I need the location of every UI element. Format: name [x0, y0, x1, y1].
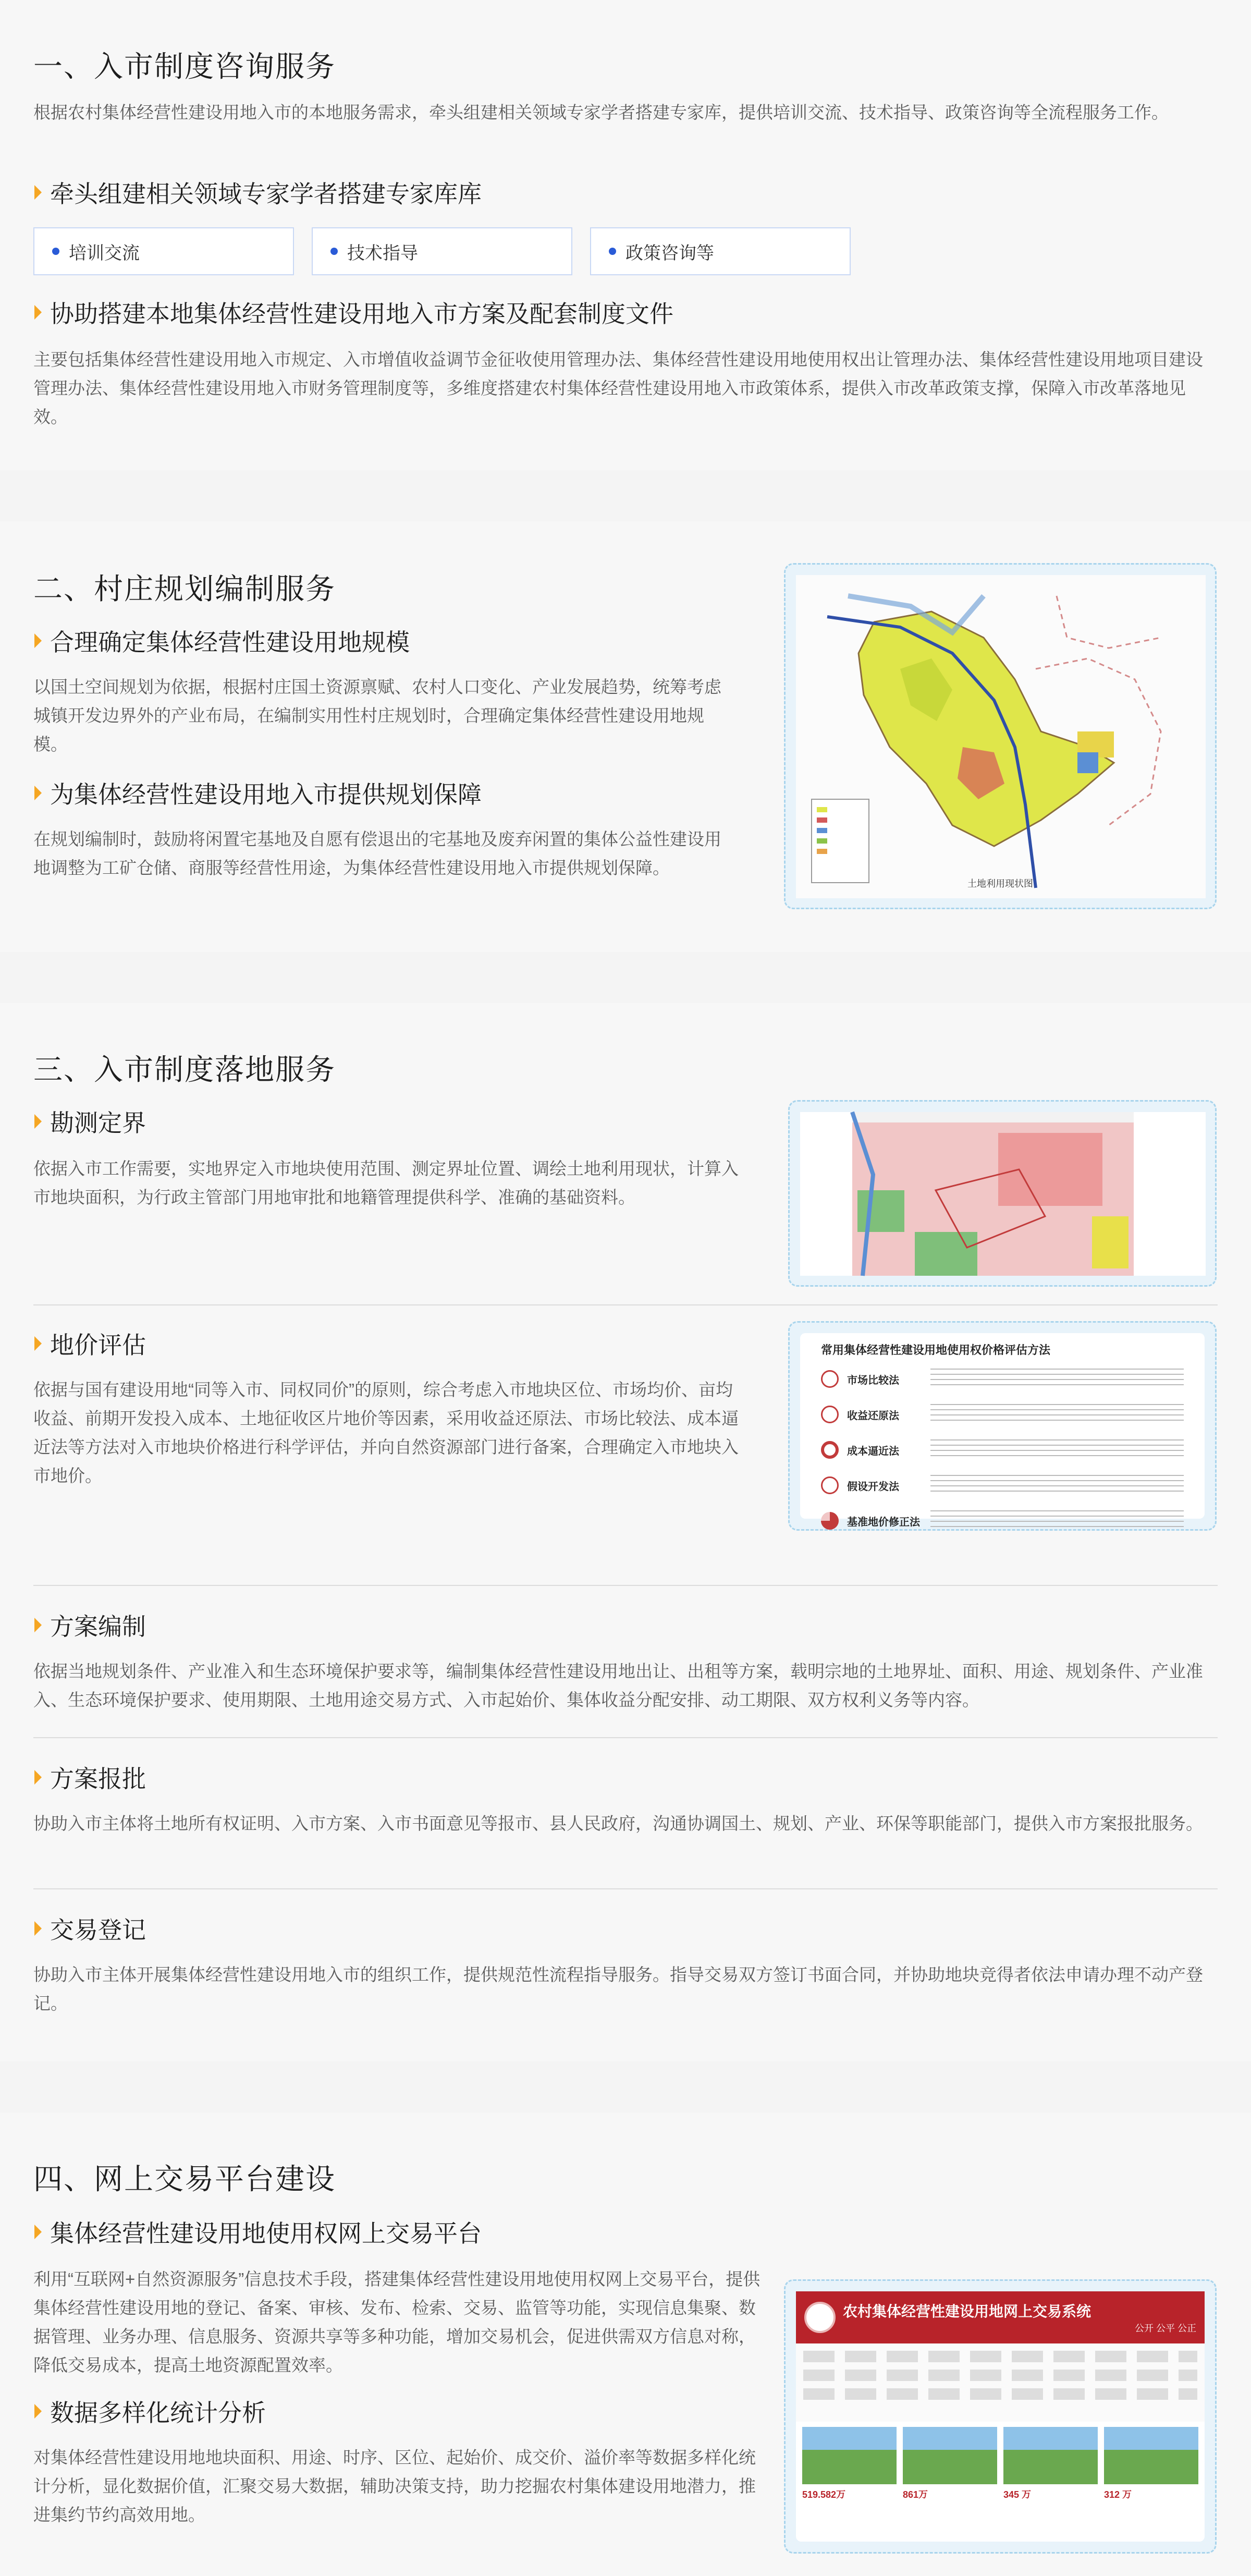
- listing-photo: [903, 2427, 997, 2484]
- bullet-dot: [609, 248, 616, 255]
- chip-label: 技术指导: [347, 243, 418, 263]
- section-title: 三、入市制度落地服务: [33, 1053, 336, 1086]
- item-divider: [33, 1304, 1218, 1305]
- bullet-dot: [52, 248, 59, 255]
- listing-price: 312 万: [1104, 2489, 1132, 2500]
- emblem-icon: [804, 2302, 836, 2333]
- method-name: 市场比较法: [847, 1374, 899, 1386]
- listing-card[interactable]: [802, 2427, 897, 2504]
- chart-icon: [821, 1370, 839, 1388]
- subheading-text: 利用“互联网+自然资源服务”信息技术手段，搭建集体经营性建设用地使用权网上交易平台，提供集体经营性建设用地的登记、备案、审核、发布、检索、交易、监管等功能，实现信息集聚、数据管理、业务办理、信息服务、资源共享等多种功能，增加交易机会，促进供需双方信息对称，降低交易成本，提高土地资源配置效率。: [33, 2269, 761, 2375]
- subheading: 为集体经营性建设用地入市提供规划保障: [33, 776, 482, 810]
- item-text: 协助入市主体将土地所有权证明、入市方案、入市书面意见等报市、县人民政府，沟通协调国土、规划、产业、环保等职能部门，提供入市方案报批服务。: [33, 1814, 1203, 1833]
- method-description: [930, 1369, 1184, 1389]
- chip-list: [33, 227, 851, 275]
- listing-card[interactable]: [903, 2427, 997, 2504]
- subheading: 牵头组建相关领域专家学者搭建专家库库: [33, 175, 482, 210]
- method-name: 基准地价修正法: [847, 1516, 920, 1528]
- clock-icon: [821, 1476, 839, 1494]
- listing-card[interactable]: [1003, 2427, 1098, 2504]
- item-title: 方案编制: [33, 1608, 146, 1642]
- method-row: [821, 1471, 1184, 1499]
- land-use-map-frame: [784, 563, 1217, 909]
- item-divider: [33, 1737, 1218, 1738]
- valuation-card: [800, 1333, 1205, 1528]
- target-icon: [821, 1441, 839, 1459]
- platform-slogan: 公开 公平 公正: [1134, 2323, 1196, 2334]
- valuation-card-title: 常用集体经营性建设用地使用权价格评估方法: [821, 1344, 1051, 1357]
- filter-row: [803, 2388, 1197, 2400]
- section-village-planning: [0, 521, 1251, 952]
- bullet-dot: [330, 248, 338, 255]
- section-trading-platform: [0, 2113, 1251, 2576]
- item-text: 协助入市主体开展集体经营性建设用地入市的组织工作，提供规范性流程指导服务。指导交易双方签订书面合同，并协助地块竞得者依法申请办理不动产登记。: [33, 1965, 1203, 2013]
- listing-card[interactable]: [1104, 2427, 1198, 2504]
- item-title: 勘测定界: [33, 1104, 146, 1139]
- subheading: 协助搭建本地集体经营性建设用地入市方案及配套制度文件: [33, 295, 673, 329]
- method-name: 假设开发法: [847, 1481, 899, 1493]
- section-title: 二、村庄规划编制服务: [33, 572, 336, 605]
- method-name: 收益还原法: [847, 1410, 899, 1422]
- chip-label: 培训交流: [69, 243, 140, 263]
- subheading: 数据多样化统计分析: [33, 2394, 266, 2428]
- filter-row: [803, 2370, 1197, 2381]
- chip-label: 政策咨询等: [626, 243, 714, 263]
- item-text: 依据入市工作需要，实地界定入市地块使用范围、测定界址位置、调绘土地利用现状，计算入市地块面积，为行政主管部门用地审批和地籍管理提供科学、准确的基础资料。: [33, 1159, 739, 1207]
- item-text: 依据与国有建设用地“同等入市、同权同价”的原则，综合考虑入市地块区位、市场均价、亩均收益、前期开发投入成本、土地征收区片地价等因素，采用收益还原法、市场比较法、成本逼近法等方法对入市地块价格进行科学评估，并向自然资源部门进行备案，合理确定入市地块入市地价。: [33, 1380, 739, 1485]
- section-implementation: [0, 1003, 1251, 2061]
- subheading-text: 对集体经营性建设用地地块面积、用途、时序、区位、起始价、成交价、溢价率等数据多样化统计分析，显化数据价值，汇聚交易大数据，辅助决策支持，助力挖掘农村集体建设用地潜力，推进集约节约高效用地。: [33, 2448, 756, 2524]
- subheading: 合理确定集体经营性建设用地规模: [33, 624, 410, 658]
- listing-price: 861万: [903, 2489, 928, 2500]
- listing-price: 519.582万: [802, 2489, 846, 2500]
- item-title: 交易登记: [33, 1911, 146, 1946]
- survey-map-illustration: [800, 1112, 1206, 1276]
- map-illustration: [796, 575, 1206, 898]
- item-divider: [33, 1585, 1218, 1586]
- listing-photo: [1104, 2427, 1198, 2484]
- map-caption: 土地利用现状图: [967, 878, 1033, 889]
- land-use-map: [796, 575, 1205, 897]
- item-title: 地价评估: [33, 1326, 146, 1361]
- listing-photo: [1003, 2427, 1098, 2484]
- platform-screenshot: [796, 2291, 1205, 2542]
- listing-cards: [796, 2422, 1205, 2509]
- survey-screenshot: [800, 1112, 1205, 1275]
- method-description: [930, 1439, 1184, 1460]
- subheading-text: 主要包括集体经营性建设用地入市规定、入市增值收益调节金征收使用管理办法、集体经营性建设用地使用权出让管理办法、集体经营性建设用地项目建设管理办法、集体经营性建设用地入市财务管理制度等，多维度搭建农村集体经营性建设用地入市政策体系，提供入市改革政策支撑，保障入市改革落地见效。: [33, 350, 1203, 426]
- listing-price: 345 万: [1003, 2489, 1032, 2500]
- chip-policy-consult: [590, 227, 851, 275]
- subheading: 集体经营性建设用地使用权网上交易平台: [33, 2215, 482, 2249]
- filter-row: [803, 2351, 1197, 2362]
- method-name: 成本逼近法: [847, 1445, 899, 1457]
- platform-filter-panel: [796, 2343, 1205, 2422]
- method-description: [930, 1404, 1184, 1425]
- recycle-icon: [821, 1406, 839, 1423]
- platform-title: 农村集体经营性建设用地网上交易系统: [843, 2303, 1091, 2319]
- platform-header: [796, 2291, 1205, 2343]
- platform-screenshot-frame: [784, 2279, 1217, 2554]
- subheading-text: 以国土空间规划为依据，根据村庄国土资源禀赋、农村人口变化、产业发展趋势，统筹考虑城镇开发边界外的产业布局，在编制实用性村庄规划时，合理确定集体经营性建设用地规模。: [33, 677, 721, 754]
- subheading-text: 在规划编制时，鼓励将闲置宅基地及自愿有偿退出的宅基地及废弃闲置的集体公益性建设用地调整为工矿仓储、商服等经营性用途，为集体经营性建设用地入市提供规划保障。: [33, 829, 721, 877]
- method-row: [821, 1507, 1184, 1535]
- item-text: 依据当地规划条件、产业准入和生态环境保护要求等，编制集体经营性建设用地出让、出租等方案，载明宗地的土地界址、面积、用途、规划条件、产业准入、生态环境保护要求、使用期限、土地用途交易方式、入市起始价、集体收益分配安排、动工期限、双方权利义务等内容。: [33, 1662, 1203, 1710]
- valuation-card-frame: [788, 1321, 1217, 1531]
- section-title: 一、入市制度咨询服务: [33, 50, 336, 83]
- method-row: [821, 1365, 1184, 1393]
- method-description: [930, 1475, 1184, 1496]
- chip-training: [33, 227, 294, 275]
- item-divider: [33, 1888, 1218, 1889]
- section-consulting: [0, 0, 1251, 470]
- pie-icon: [821, 1512, 839, 1530]
- section-intro: 根据农村集体经营性建设用地入市的本地服务需求，牵头组建相关领域专家学者搭建专家库，提供培训交流、技术指导、政策咨询等全流程服务工作。: [33, 103, 1169, 122]
- item-title: 方案报批: [33, 1760, 146, 1794]
- chip-tech-guidance: [312, 227, 572, 275]
- method-description: [930, 1510, 1184, 1531]
- method-row: [821, 1436, 1184, 1464]
- section-title: 四、网上交易平台建设: [33, 2163, 336, 2195]
- survey-screenshot-frame: [788, 1100, 1217, 1287]
- listing-photo: [802, 2427, 897, 2484]
- method-row: [821, 1400, 1184, 1429]
